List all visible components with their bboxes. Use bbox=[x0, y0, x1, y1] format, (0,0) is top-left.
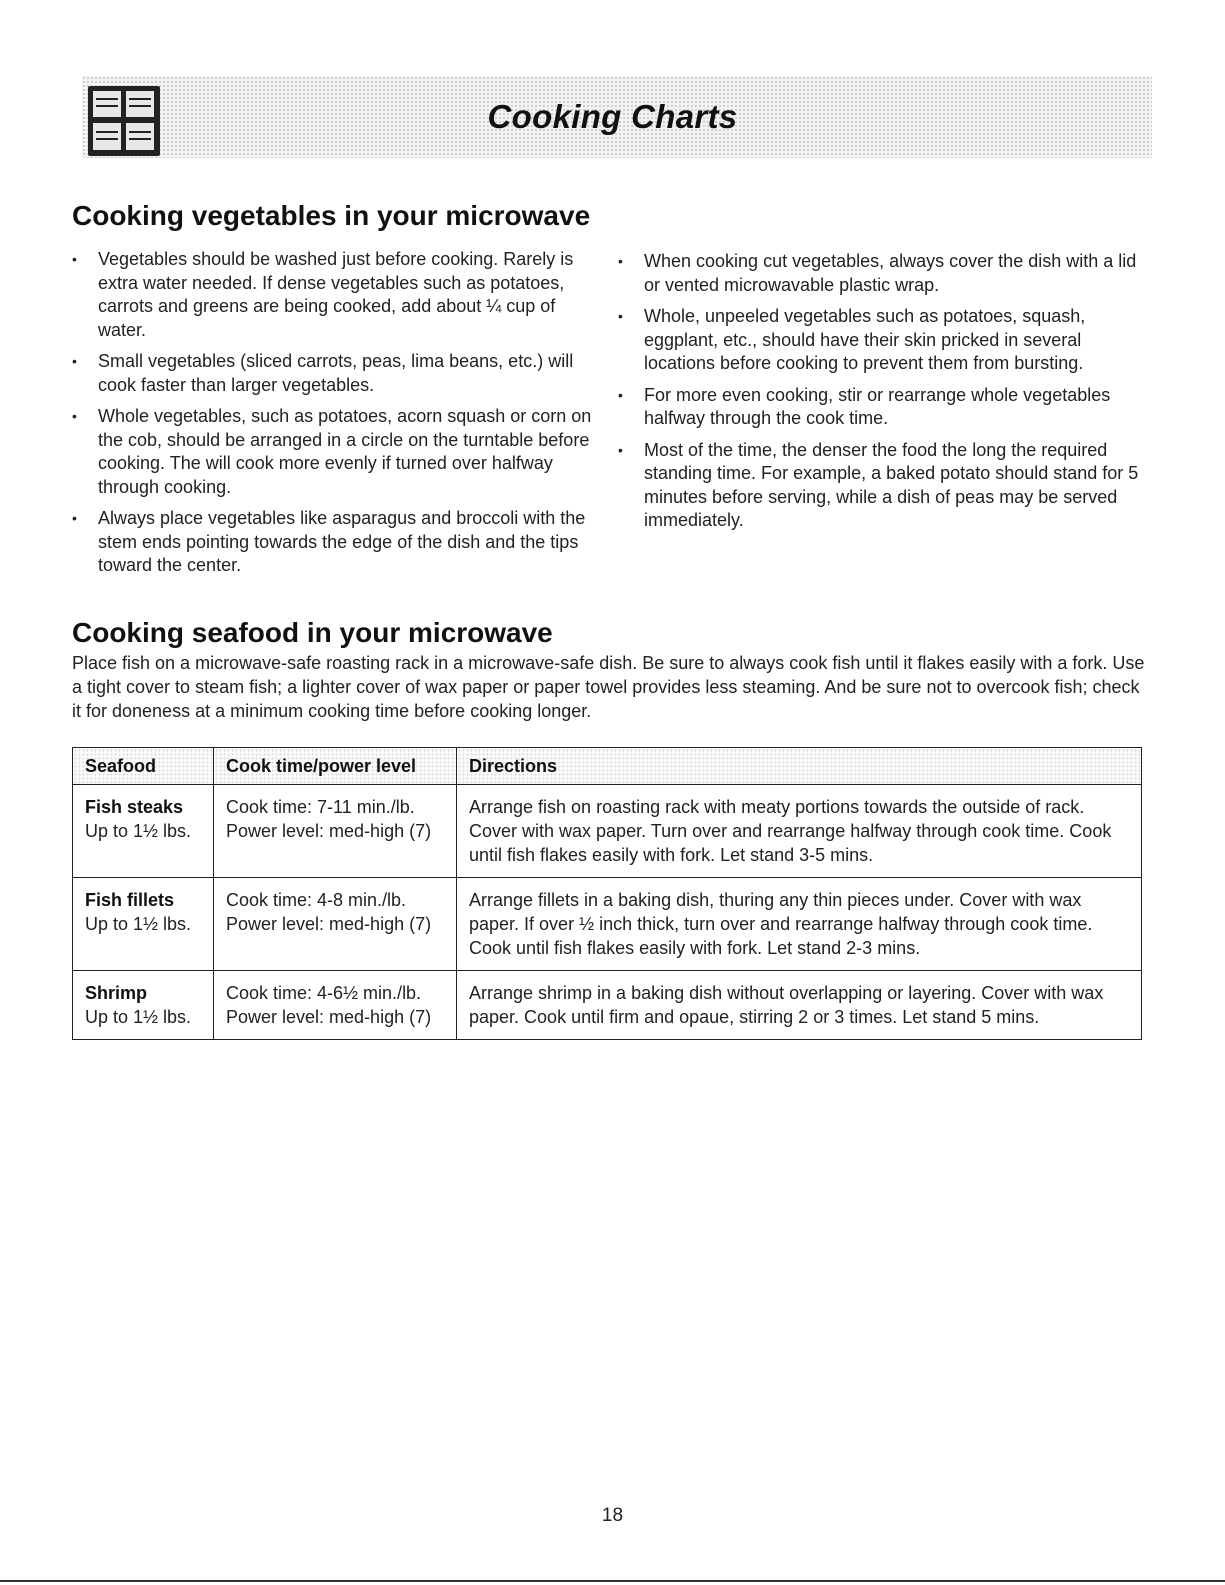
vegetables-right-list bbox=[618, 250, 1148, 541]
table-row bbox=[73, 878, 1142, 971]
page-number: 18 bbox=[601, 1505, 624, 1526]
seafood-cell bbox=[73, 878, 214, 971]
seafood-name: Shrimp bbox=[85, 983, 148, 1003]
list-item: • Whole vegetables, such as potatoes, acorn squash or corn on the cob, should be arranged in a circle on the turntable before cooking. The will cook more evenly if turned over halfway through cooking. bbox=[72, 405, 597, 499]
cook-time-cell bbox=[214, 971, 457, 1040]
cook-time-cell bbox=[214, 878, 457, 971]
list-item: • Most of the time, the denser the food the long the required standing time. For example, a baked potato should stand for 5 minutes before serving, while a dish of peas may be served immediately. bbox=[618, 439, 1148, 533]
seafood-amount: Up to 1½ lbs. bbox=[85, 1007, 192, 1027]
seafood-name: Fish steaks bbox=[85, 797, 184, 817]
list-item: • For more even cooking, stir or rearrange whole vegetables halfway through the cook time. bbox=[618, 384, 1148, 431]
seafood-name: Fish fillets bbox=[85, 890, 175, 910]
directions-cell: Arrange fillets in a baking dish, thuring any thin pieces under. Cover with wax paper. If over ½ inch thick, turn over and rearrange halfway through cook time. Cook until fish flakes easily with fork. Let stand 2-3 mins. bbox=[457, 878, 1142, 971]
page-title: Cooking Charts bbox=[487, 98, 738, 135]
vegetables-left-list bbox=[72, 248, 597, 586]
list-item: • Small vegetables (sliced carrots, peas, lima beans, etc.) will cook faster than larger vegetables. bbox=[72, 350, 597, 397]
directions-cell: Arrange shrimp in a baking dish without overlapping or layering. Cover with wax paper. Cook until firm and opaue, stirring 2 or 3 times. Let stand 5 mins. bbox=[457, 971, 1142, 1040]
column-header-directions: Directions bbox=[457, 748, 1142, 785]
table-header-row bbox=[73, 748, 1142, 785]
power-level: Power level: med-high (7) bbox=[226, 914, 432, 934]
seafood-cell bbox=[73, 971, 214, 1040]
list-item: • When cooking cut vegetables, always cover the dish with a lid or vented microwavable plastic wrap. bbox=[618, 250, 1148, 297]
power-level: Power level: med-high (7) bbox=[226, 1007, 432, 1027]
seafood-cell bbox=[73, 785, 214, 878]
seafood-intro: Place fish on a microwave-safe roasting rack in a microwave-safe dish. Be sure to always cook fish until it flakes easily with a fork. Use a tight cover to steam fish; a lighter cover of wax paper or paper towel provides less steaming. And be sure not to overcook fish; check it for doneness at a minimum cooking time before cooking longer. bbox=[72, 653, 1145, 721]
seafood-heading: Cooking seafood in your microwave bbox=[72, 617, 553, 648]
cook-time-cell bbox=[214, 785, 457, 878]
vegetables-heading: Cooking vegetables in your microwave bbox=[72, 200, 591, 231]
cook-time: Cook time: 4-8 min./lb. bbox=[226, 890, 407, 910]
seafood-table bbox=[72, 747, 1142, 1040]
cook-time: Cook time: 7-11 min./lb. bbox=[226, 797, 415, 817]
list-item: • Always place vegetables like asparagus and broccoli with the stem ends pointing towards the edge of the dish and the tips toward the center. bbox=[72, 507, 597, 578]
seafood-amount: Up to 1½ lbs. bbox=[85, 914, 192, 934]
column-header-seafood: Seafood bbox=[73, 748, 214, 785]
table-row bbox=[73, 971, 1142, 1040]
cook-time: Cook time: 4-6½ min./lb. bbox=[226, 983, 422, 1003]
power-level: Power level: med-high (7) bbox=[226, 821, 432, 841]
seafood-amount: Up to 1½ lbs. bbox=[85, 821, 192, 841]
table-row bbox=[73, 785, 1142, 878]
column-header-cook-time: Cook time/power level bbox=[214, 748, 457, 785]
list-item: • Vegetables should be washed just before cooking. Rarely is extra water needed. If dense vegetables such as potatoes, carrots and greens are being cooked, add about ¼ cup of water. bbox=[72, 248, 597, 342]
list-item: • Whole, unpeeled vegetables such as potatoes, squash, eggplant, etc., should have their skin pricked in several locations before cooking to prevent them from bursting. bbox=[618, 305, 1148, 376]
directions-cell: Arrange fish on roasting rack with meaty portions towards the outside of rack. Cover with wax paper. Turn over and rearrange halfway through cook time. Cook until fish flakes easily with fork. Let stand 3-5 mins. bbox=[457, 785, 1142, 878]
bottom-divider bbox=[0, 1580, 1225, 1582]
